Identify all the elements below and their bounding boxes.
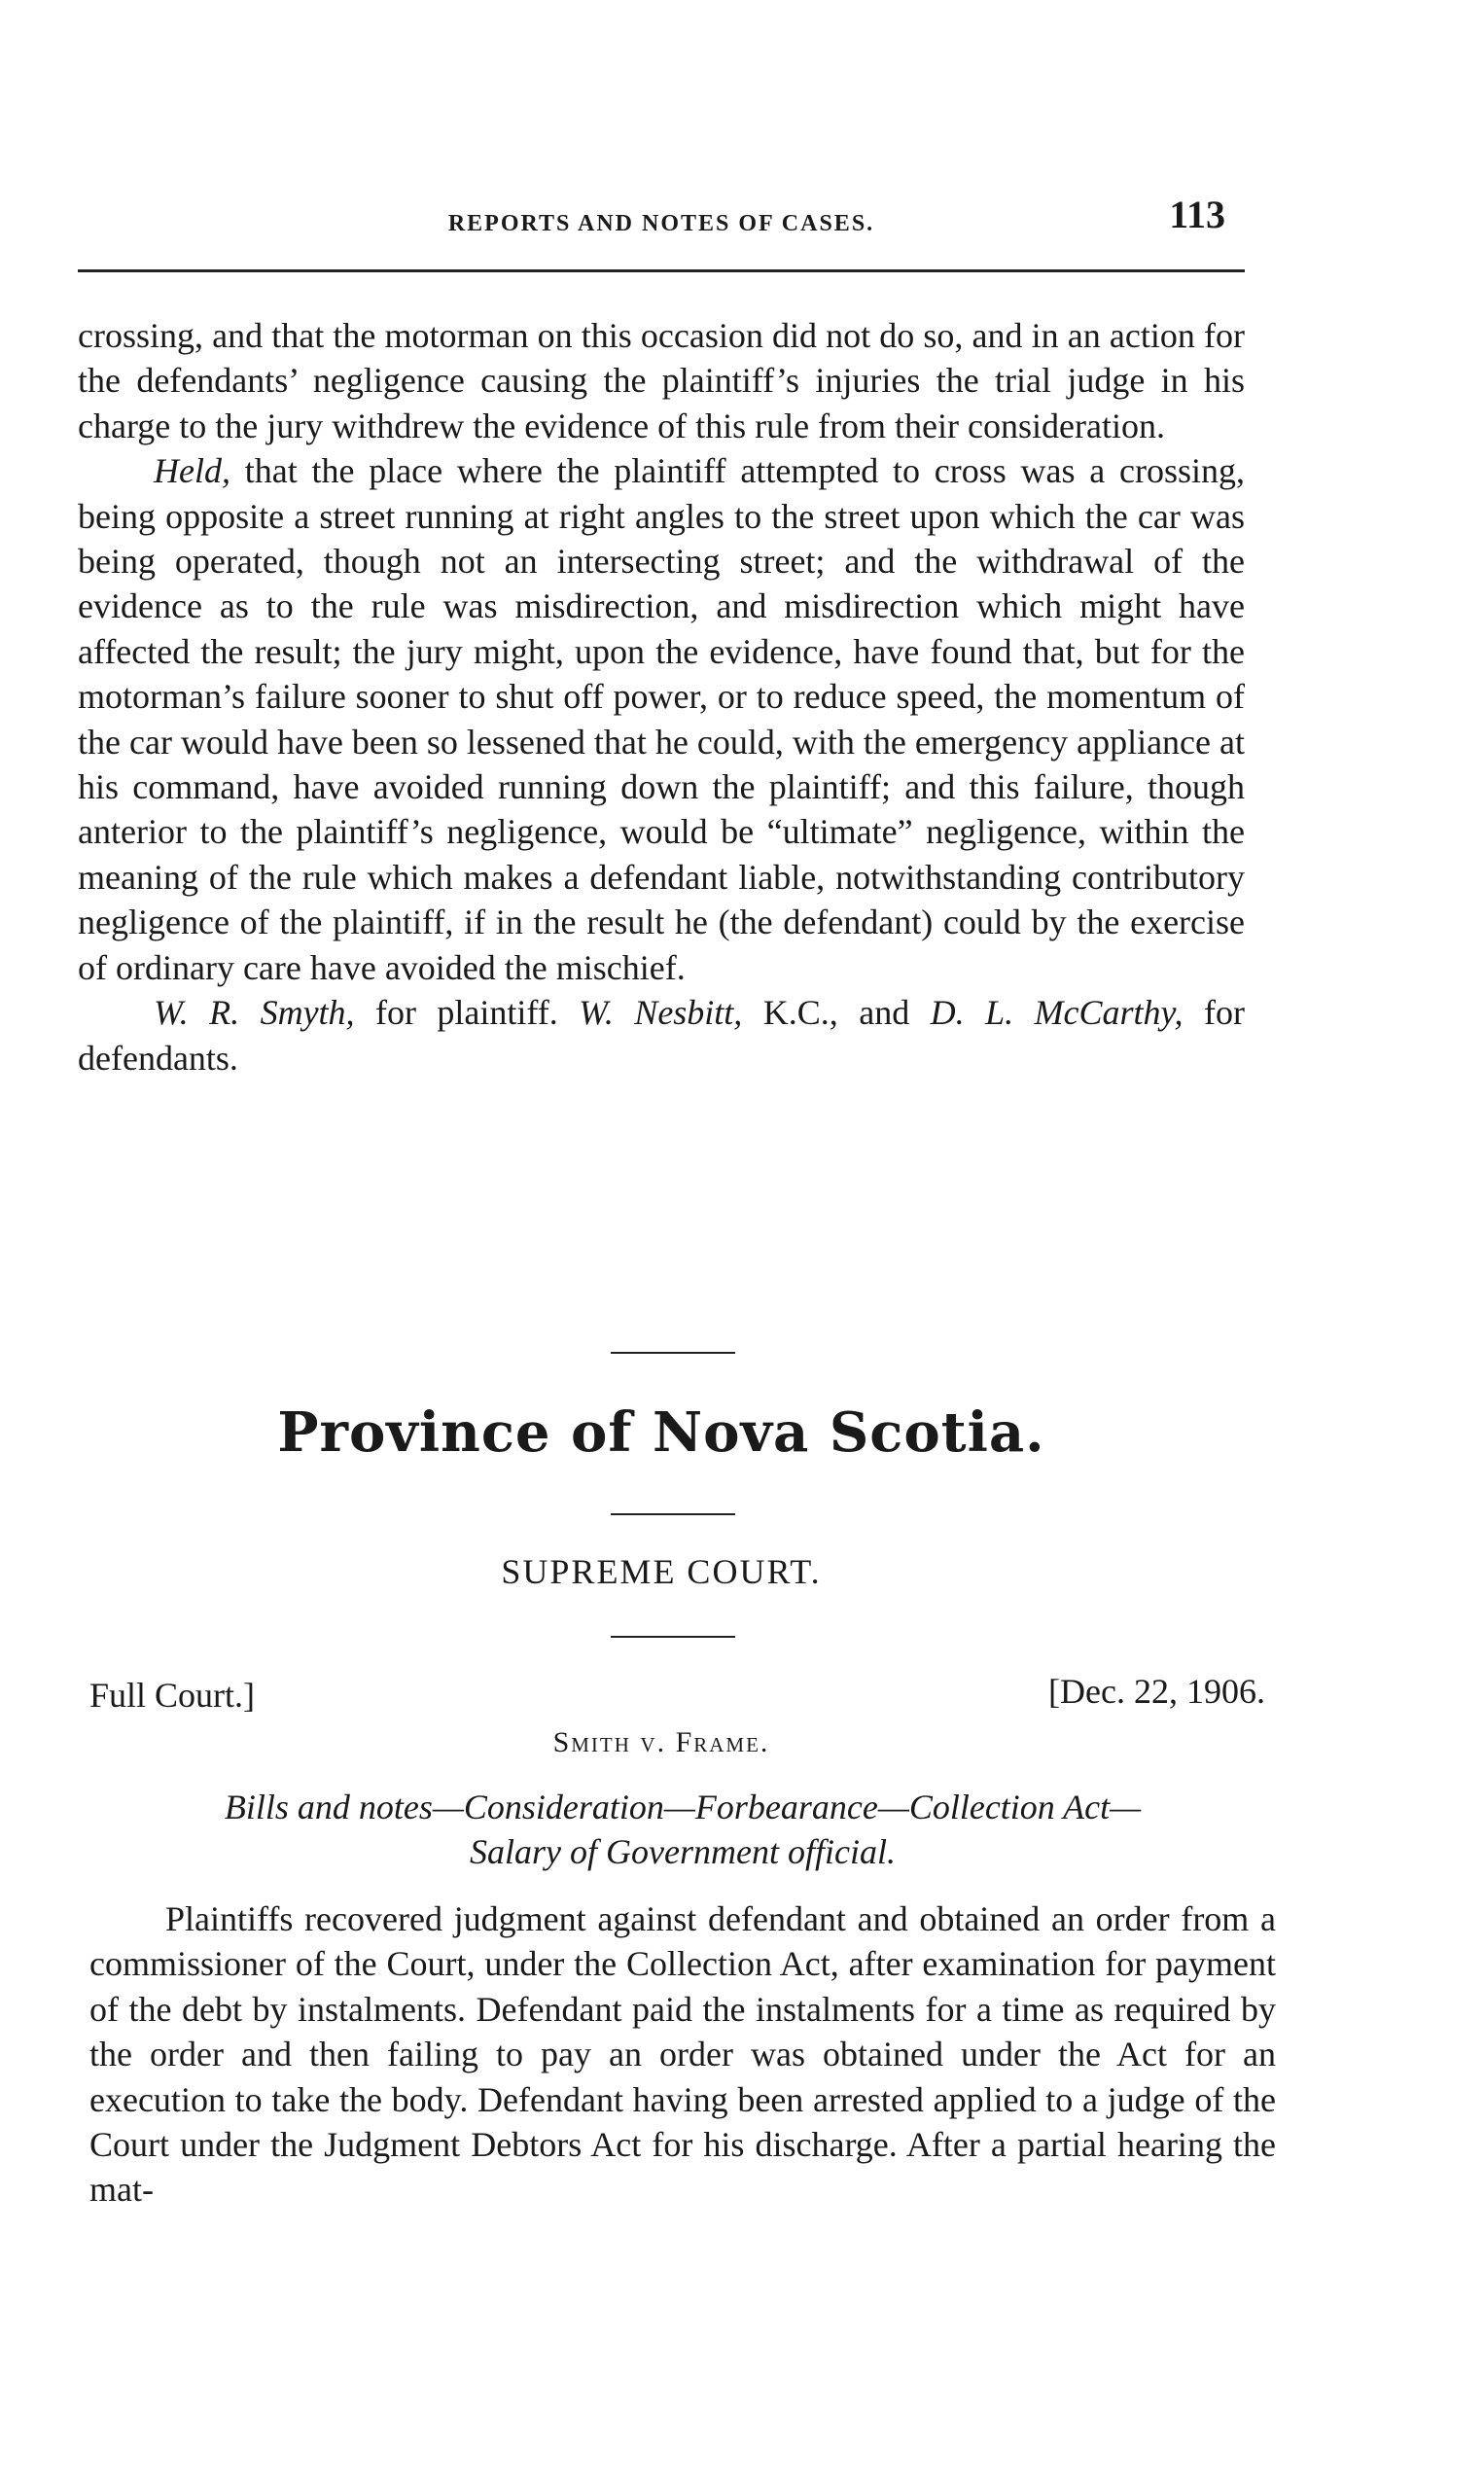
decision-date: [Dec. 22, 1906. bbox=[1048, 1672, 1265, 1711]
plaintiff-counsel: W. R. Smyth, bbox=[154, 993, 355, 1033]
header-rule bbox=[78, 269, 1245, 272]
case1-paragraph: crossing, and that the motorman on this occasion did not do so, and in an action for the defendants’ negligence causing the plaintiff’s injuries the trial judge in his charge to the jury withdrew the evidence of this rule from their consideration. bbox=[78, 316, 1245, 445]
held-label: Held, bbox=[154, 451, 230, 491]
court-rule bbox=[611, 1636, 735, 1638]
headnote-topic-line2: Salary of Government official. bbox=[470, 1832, 896, 1871]
case2-body bbox=[89, 1896, 1276, 2213]
held-paragraph bbox=[78, 448, 1245, 990]
plaintiff-role: for plaintiff. bbox=[354, 993, 580, 1033]
headnote-topic bbox=[89, 1785, 1276, 1874]
defendant-role: for defendants. bbox=[78, 993, 1245, 1078]
case2-paragraph: Plaintiffs recovered judgment against defendant and obtained an order from a commissioner of the Court, under the Collection Act, after examination for payment of the debt by instalments. Defendant paid the instalments for a time as required by the order and then failing to pay an order was obtained under the Act for an execution to take the body. Defendant having been arrested applied to a judge of the Court under the Judgment Debtors Act for his discharge. After a partial hearing the mat- bbox=[89, 1899, 1276, 2210]
held-text: that the place where the plaintiff attempted to cross was a crossing, being opposite a street running at right angles to the street upon which the car was being operated, though not an intersecting street; and the withdrawal of the evidence as to the rule was misdirection, and misdirection which might have affected the result; the jury might, upon the evidence, have found that, but for the motorman’s failure sooner to shut off power, or to reduce speed, the momentum of the car would have been so lessened that he could, with the emergency appliance at his command, have avoided running down the plaintiff; and this failure, though anterior to the plaintiff’s negligence, would be “ultimate” negligence, within the meaning of the rule which makes a defendant liable, notwithstanding contributory negligence of the plaintiff, if in the result he (the defendant) could by the exercise of ordinary care have avoided the mischief. bbox=[78, 451, 1245, 987]
counsel-paragraph bbox=[78, 990, 1245, 1081]
case1-body bbox=[78, 313, 1245, 1081]
page-number: 113 bbox=[1169, 193, 1225, 236]
province-rule bbox=[611, 1513, 735, 1515]
defendant-counsel-2: D. L. McCarthy, bbox=[930, 993, 1184, 1033]
defendant-counsel-1: W. Nesbitt, bbox=[579, 993, 743, 1033]
defendant-mid: K.C., and bbox=[742, 993, 931, 1033]
running-title: REPORTS AND NOTES OF CASES. bbox=[447, 211, 875, 236]
province-heading: Province of Nova Scotia. bbox=[277, 1400, 1045, 1465]
headnote-topic-line1: Bills and notes—Consideration—Forbearance—Collection Act— bbox=[224, 1788, 1142, 1826]
court-label: Full Court.] bbox=[89, 1676, 256, 1715]
section-divider bbox=[611, 1352, 735, 1354]
court-heading: SUPREME COURT. bbox=[501, 1552, 822, 1591]
running-header bbox=[78, 190, 1245, 248]
case-title: Smith v. Frame. bbox=[552, 1726, 770, 1758]
